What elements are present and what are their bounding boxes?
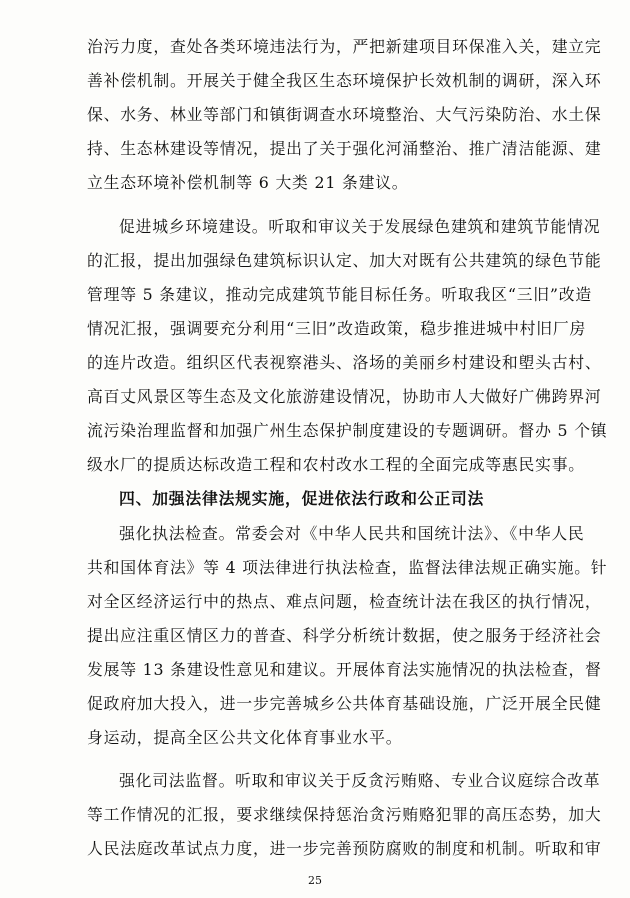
- text-line: 发展等 13 条建设性意见和建议。开展体育法实施情况的执法检查，督: [87, 660, 602, 679]
- text-line: 对全区经济运行中的热点、难点问题，检查统计法在我区的执行情况，: [87, 592, 602, 611]
- text-line: 管理等 5 条建议，推动完成建筑节能目标任务。听取我区“三旧”改造: [87, 285, 592, 304]
- text-line: 的连片改造。组织区代表视察港头、洛场的美丽乡村建设和塱头古村、: [87, 353, 602, 372]
- text-line: 强化执法检查。常委会对《中华人民共和国统计法》、《中华人民: [119, 524, 585, 543]
- text-line: 等工作情况的汇报，要求继续保持惩治贪污贿赂犯罪的高压态势，加大: [87, 805, 602, 824]
- text-line: 共和国体育法》等 4 项法律进行执法检查，监督法律法规正确实施。针: [87, 558, 608, 577]
- text-line: 身运动，提高全区公共文化体育事业水平。: [87, 728, 403, 747]
- text-line: 提出应注重区情区力的普查、科学分析统计数据，使之服务于经济社会: [87, 626, 602, 645]
- text-line: 善补偿机制。开展关于健全我区生态环境保护长效机制的调研，深入环: [87, 71, 602, 90]
- text-line: 立生态环境补偿机制等 6 大类 21 条建议。: [87, 173, 409, 192]
- text-line: 保、水务、林业等部门和镇街调查水环境整治、大气污染防治、水土保: [87, 105, 602, 124]
- text-line: 流污染治理监督和加强广州生态保护制度建设的专题调研。督办 5 个镇: [87, 421, 608, 440]
- text-line: 治污力度，查处各类环境违法行为，严把新建项目环保准入关，建立完: [87, 37, 602, 56]
- text-line: 的汇报，提出加强绿色建筑标识认定、加大对既有公共建筑的绿色节能: [87, 251, 602, 270]
- text-line: 高百丈风景区等生态及文化旅游建设情况，协助市人大做好广佛跨界河: [87, 387, 602, 406]
- section-heading: 四、加强法律法规实施，促进依法行政和公正司法: [119, 489, 485, 508]
- text-line: 强化司法监督。听取和审议关于反贪污贿赂、专业合议庭综合改革: [119, 771, 601, 790]
- text-line: 持、生态林建设等情况，提出了关于强化河涌整治、推广清洁能源、建: [87, 139, 602, 158]
- text-line: 促政府加大投入，进一步完善城乡公共体育基础设施，广泛开展全民健: [87, 694, 602, 713]
- text-line: 促进城乡环境建设。听取和审议关于发展绿色建筑和建筑节能情况: [119, 217, 601, 236]
- page-number: 25: [308, 874, 322, 887]
- text-line: 级水厂的提质达标改造工程和农村改水工程的全面完成等惠民实事。: [87, 455, 585, 474]
- text-line: 人民法庭改革试点力度，进一步完善预防腐败的制度和机制。听取和审: [87, 839, 602, 858]
- text-line: 情况汇报，强调要充分利用“三旧”改造政策，稳步推进城中村旧厂房: [87, 319, 587, 338]
